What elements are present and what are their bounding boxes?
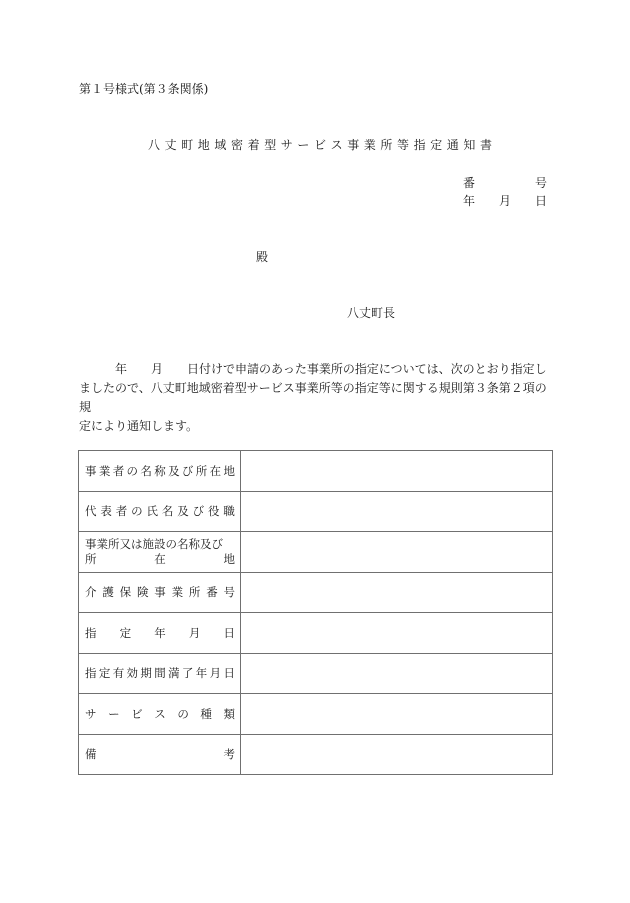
value-expiry-date[interactable] xyxy=(241,653,553,694)
label-char: び xyxy=(181,463,194,478)
label-char: 称 xyxy=(154,463,166,478)
table-row xyxy=(79,613,553,654)
label-char: ス xyxy=(154,706,166,721)
table-row xyxy=(79,532,553,573)
label-char: 介 xyxy=(85,585,97,600)
label-char: 効 xyxy=(126,666,139,681)
label-char: の xyxy=(126,463,139,478)
form-number: 第１号様式(第３条関係) xyxy=(79,82,209,96)
label-char: 月 xyxy=(188,625,201,640)
label-char: 類 xyxy=(223,706,235,721)
label-char: 地 xyxy=(223,551,235,566)
row-label-expiry-date xyxy=(79,653,241,694)
label-char: 所 xyxy=(188,585,201,600)
label-char: ビ xyxy=(131,706,143,721)
label-char: 定 xyxy=(98,666,111,681)
label-char: 備 xyxy=(85,747,97,762)
label-char: 間 xyxy=(154,666,166,681)
label-char: 代 xyxy=(85,504,97,519)
row-label-facility-name-address xyxy=(79,532,241,573)
sender-name: 八丈町長 xyxy=(347,306,396,320)
label-char: 在 xyxy=(209,463,222,478)
label-char: 種 xyxy=(200,706,212,721)
label-char: ー xyxy=(108,706,120,721)
row-label-service-type xyxy=(79,694,241,735)
label-char: 日 xyxy=(223,625,235,640)
label-char: 年 xyxy=(195,666,208,681)
document-number-line xyxy=(463,174,547,191)
label-char: 有 xyxy=(112,666,125,681)
value-operator-name-address[interactable] xyxy=(241,451,553,492)
value-representative[interactable] xyxy=(241,491,553,532)
label-char: 護 xyxy=(102,585,114,600)
label-char: 定 xyxy=(119,625,132,640)
month-label: 月 xyxy=(498,194,511,208)
row-label-care-insurance-number xyxy=(79,572,241,613)
day-label: 日 xyxy=(534,194,547,208)
label-char: 期 xyxy=(140,666,152,681)
label-char: 及 xyxy=(177,504,189,519)
label-char: 役 xyxy=(208,504,220,519)
label-char: 日 xyxy=(223,666,235,681)
label-char: 者 xyxy=(115,504,128,519)
row-label-operator-name-address xyxy=(79,451,241,492)
label-char: 氏 xyxy=(146,504,158,519)
table-row xyxy=(79,451,553,492)
label-line-2 xyxy=(85,552,235,567)
label-char: 満 xyxy=(168,666,180,681)
label-char: 指 xyxy=(85,625,97,640)
value-designation-date[interactable] xyxy=(241,613,553,654)
label-char: 指 xyxy=(85,666,97,681)
label-char: の xyxy=(131,504,143,519)
designation-table xyxy=(78,450,553,775)
label-char: 事 xyxy=(85,463,97,478)
label-char: 所 xyxy=(85,551,97,566)
label-char: 所 xyxy=(195,463,208,478)
number-label: 番 xyxy=(463,176,476,190)
value-care-insurance-number[interactable] xyxy=(241,572,553,613)
document-date-line xyxy=(463,192,547,209)
label-char: 業 xyxy=(171,585,184,600)
label-char: 表 xyxy=(100,504,112,519)
value-remarks[interactable] xyxy=(241,734,553,775)
body-line-3: 定により通知します。 xyxy=(79,419,199,433)
body-line-2: ましたので、八丈町地域密着型サービス事業所等の指定等に関する規則第３条第２項の規 xyxy=(79,381,547,414)
table-row xyxy=(79,491,553,532)
label-char: 地 xyxy=(223,463,235,478)
value-service-type[interactable] xyxy=(241,694,553,735)
label-char: 保 xyxy=(119,585,132,600)
label-char: 険 xyxy=(136,585,149,600)
value-facility-name-address[interactable] xyxy=(241,532,553,573)
number-suffix: 号 xyxy=(534,176,547,190)
label-line-1: 事業所又は施設の名称及び xyxy=(85,536,223,551)
label-char: 名 xyxy=(140,463,152,478)
label-char: 事 xyxy=(154,585,166,600)
document-title: 八丈町地域密着型サービス事業所等指定通知書 xyxy=(148,138,497,152)
table-row xyxy=(79,572,553,613)
addressee-honorific: 殿 xyxy=(256,250,269,264)
table-row xyxy=(79,694,553,735)
label-char: 号 xyxy=(223,585,235,600)
row-label-designation-date xyxy=(79,613,241,654)
label-char: 了 xyxy=(181,666,194,681)
label-char: 在 xyxy=(154,551,166,566)
label-char: 番 xyxy=(206,585,218,600)
label-char: 考 xyxy=(223,747,235,762)
notice-body xyxy=(79,360,551,436)
label-char: 及 xyxy=(168,463,180,478)
row-label-remarks xyxy=(79,734,241,775)
label-char: 業 xyxy=(98,463,111,478)
row-label-representative xyxy=(79,491,241,532)
label-char: サ xyxy=(85,706,97,721)
label-char: 年 xyxy=(154,625,166,640)
year-label: 年 xyxy=(463,194,476,208)
body-line-1: 年 月 日付けで申請のあった事業所の指定については、次のとおり指定し xyxy=(79,362,547,376)
label-char: 職 xyxy=(223,504,235,519)
label-char: び xyxy=(192,504,205,519)
table-row xyxy=(79,653,553,694)
label-char: の xyxy=(177,706,189,721)
label-char: 名 xyxy=(161,504,174,519)
label-char: 者 xyxy=(112,463,125,478)
table-row xyxy=(79,734,553,775)
label-char: 月 xyxy=(209,666,222,681)
